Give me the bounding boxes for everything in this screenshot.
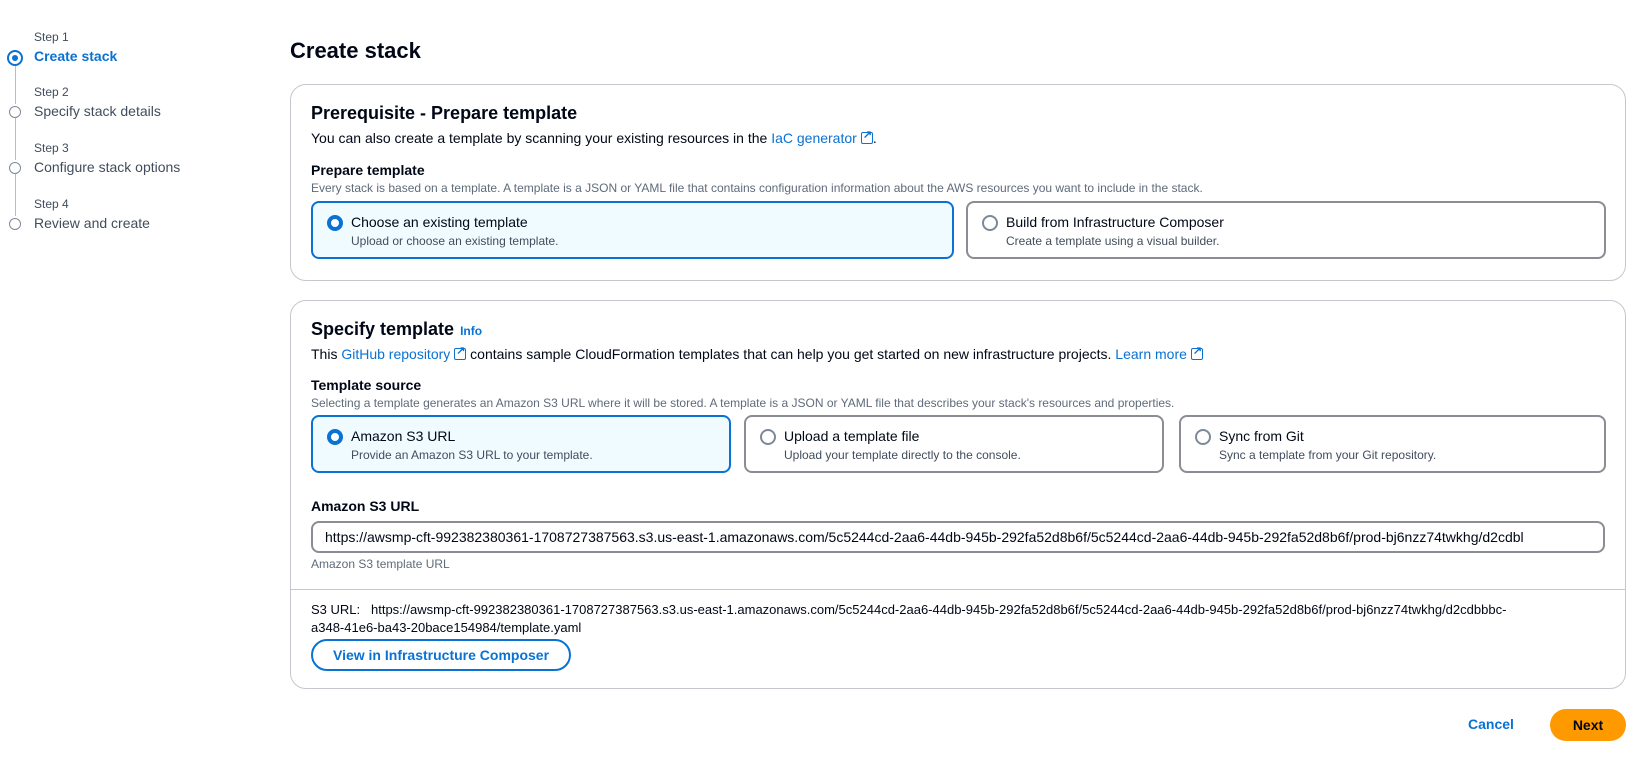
step-label: Step 3 — [34, 141, 69, 155]
wizard-step-4 — [34, 197, 150, 231]
step-connector — [15, 174, 16, 216]
s3-url-value: https://awsmp-cft-992382380361-1708727387563.s3.us-east-1.amazonaws.com/5c5244cd-2aa6-44db-945b-292fa52d8b6f/5c5244cd-2aa6-44db-945b-292fa52d8b6f/prod-bj6nzz74twkhg/d2cdbbbc-a348-41e6-ba43-20bace154984/template.yaml — [311, 602, 1507, 635]
wizard-step-3 — [34, 141, 180, 175]
option-title: Sync from Git — [1219, 428, 1304, 444]
radio-selected-icon[interactable] — [327, 429, 343, 445]
option-title: Choose an existing template — [351, 214, 528, 230]
sync-from-git-option[interactable] — [1179, 415, 1606, 473]
step-label: Step 1 — [34, 30, 69, 44]
option-description: Upload your template directly to the console. — [784, 448, 1021, 462]
subtitle-text: You can also create a template by scanning your existing resources in the — [311, 130, 772, 146]
radio-selected-icon[interactable] — [327, 215, 343, 231]
template-source-label: Template source — [311, 377, 422, 393]
subtitle-suffix: . — [872, 130, 877, 146]
prerequisite-title: Prerequisite - Prepare template — [311, 103, 578, 123]
step-name[interactable]: Create stack — [34, 48, 118, 64]
next-button[interactable]: Next — [1550, 709, 1626, 741]
template-source-description: Selecting a template generates an Amazon S3 URL where it will be stored. A template is a JSON or YAML file that describes your stack's resources and properties. — [311, 396, 1175, 410]
info-link[interactable]: Info — [460, 324, 483, 338]
cancel-button[interactable]: Cancel — [1468, 716, 1514, 732]
amazon-s3-url-hint: Amazon S3 template URL — [311, 557, 450, 571]
step-connector — [15, 118, 16, 160]
specify-template-panel — [290, 300, 1626, 689]
wizard-step-1[interactable] — [34, 30, 117, 64]
section-divider — [291, 589, 1625, 590]
s3-url-label: S3 URL: — [311, 602, 361, 617]
wizard-step-2 — [34, 85, 161, 119]
step-label: Step 4 — [34, 197, 69, 211]
step-label: Step 2 — [34, 85, 69, 99]
step-3-indicator-icon — [9, 162, 21, 174]
step-name: Specify stack details — [34, 103, 161, 119]
github-repository-link[interactable]: GitHub repository — [341, 346, 451, 362]
option-description: Upload or choose an existing template. — [351, 234, 559, 248]
option-description: Provide an Amazon S3 URL to your template. — [351, 448, 593, 462]
prepare-template-description: Every stack is based on a template. A template is a JSON or YAML file that contains configuration information about the AWS resources you want to include in the stack. — [311, 181, 1203, 195]
step-1-indicator-icon — [7, 50, 23, 66]
radio-unselected-icon[interactable] — [982, 215, 998, 231]
external-link-icon[interactable] — [1191, 348, 1203, 360]
choose-existing-template-option[interactable] — [311, 201, 954, 259]
prerequisite-panel — [290, 84, 1626, 281]
prerequisite-subtitle — [311, 130, 877, 146]
specify-template-heading: Specify template — [311, 319, 455, 339]
step-name: Configure stack options — [34, 159, 181, 175]
option-title: Amazon S3 URL — [351, 428, 456, 444]
radio-unselected-icon[interactable] — [1195, 429, 1211, 445]
page-title: Create stack — [290, 38, 421, 63]
upload-template-file-option[interactable] — [744, 415, 1164, 473]
wizard-steps-sidebar — [0, 0, 260, 772]
radio-unselected-icon[interactable] — [760, 429, 776, 445]
external-link-icon[interactable] — [454, 348, 466, 360]
specify-template-subtitle — [311, 346, 1203, 362]
amazon-s3-url-label: Amazon S3 URL — [311, 498, 420, 514]
prepare-template-label: Prepare template — [311, 162, 425, 178]
specify-template-title — [311, 319, 482, 340]
option-title: Upload a template file — [784, 428, 920, 444]
option-title: Build from Infrastructure Composer — [1006, 214, 1224, 230]
build-from-composer-option[interactable] — [966, 201, 1606, 259]
amazon-s3-url-option[interactable] — [311, 415, 731, 473]
iac-generator-link[interactable]: IaC generator — [771, 130, 857, 146]
step-4-indicator-icon — [9, 218, 21, 230]
step-name: Review and create — [34, 215, 150, 231]
subtitle-text: This — [311, 346, 342, 362]
step-2-indicator-icon — [9, 106, 21, 118]
s3-url-readout — [311, 601, 1511, 637]
subtitle-middle: contains sample CloudFormation templates that can help you get started on new infrastructure projects. — [466, 346, 1116, 362]
option-description: Create a template using a visual builder. — [1006, 234, 1220, 248]
option-description: Sync a template from your Git repository. — [1219, 448, 1437, 462]
learn-more-link[interactable]: Learn more — [1115, 346, 1187, 362]
external-link-icon[interactable] — [861, 132, 873, 144]
step-connector — [15, 66, 16, 104]
view-in-composer-button[interactable]: View in Infrastructure Composer — [311, 639, 571, 671]
amazon-s3-url-input[interactable] — [311, 521, 1605, 553]
